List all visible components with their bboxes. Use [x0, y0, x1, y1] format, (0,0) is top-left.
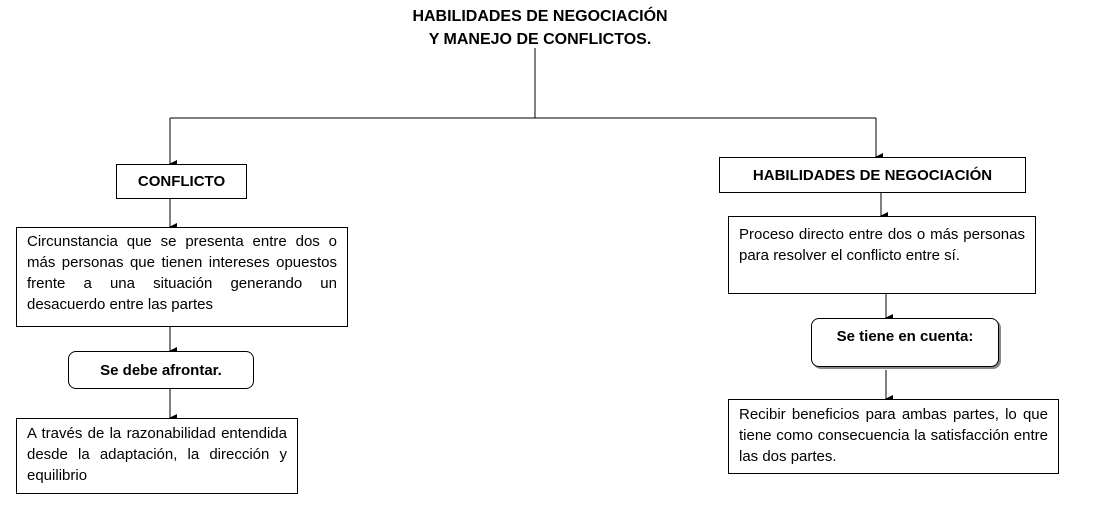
conflicto-result: A través de la razonabilidad entendida desde la adaptación, la dirección y equilibrio: [27, 425, 287, 484]
habilidades-result-box: [728, 399, 1059, 474]
habilidades-result: Recibir beneficios para ambas partes, lo que tiene como consecuencia la satisfacción entre las dos partes.: [739, 406, 1048, 465]
conflicto-heading-box: [116, 164, 247, 199]
title-line-2: Y MANEJO DE CONFLICTOS.: [428, 31, 652, 48]
habilidades-heading: HABILIDADES DE NEGOCIACIÓN: [752, 166, 993, 184]
conflicto-definition: Circunstancia que se presenta entre dos o más personas que tienen intereses opuestos frente a una situación generando un desacuerdo entre las partes: [27, 233, 337, 313]
habilidades-connector: Se tiene en cuenta:: [836, 328, 974, 345]
habilidades-heading-box: [719, 157, 1026, 193]
title-line-1: HABILIDADES DE NEGOCIACIÓN: [412, 8, 668, 25]
habilidades-connector-box: [811, 318, 999, 367]
habilidades-definition: Proceso directo entre dos o más personas para resolver el conflicto entre sí.: [739, 226, 1025, 264]
conflicto-result-box: [16, 418, 298, 494]
conflicto-definition-box: [16, 227, 348, 327]
conflicto-connector-box: [68, 351, 254, 389]
conflicto-heading: CONFLICTO: [137, 173, 226, 190]
habilidades-definition-box: [728, 216, 1036, 294]
conflicto-connector: Se debe afrontar.: [100, 361, 222, 379]
